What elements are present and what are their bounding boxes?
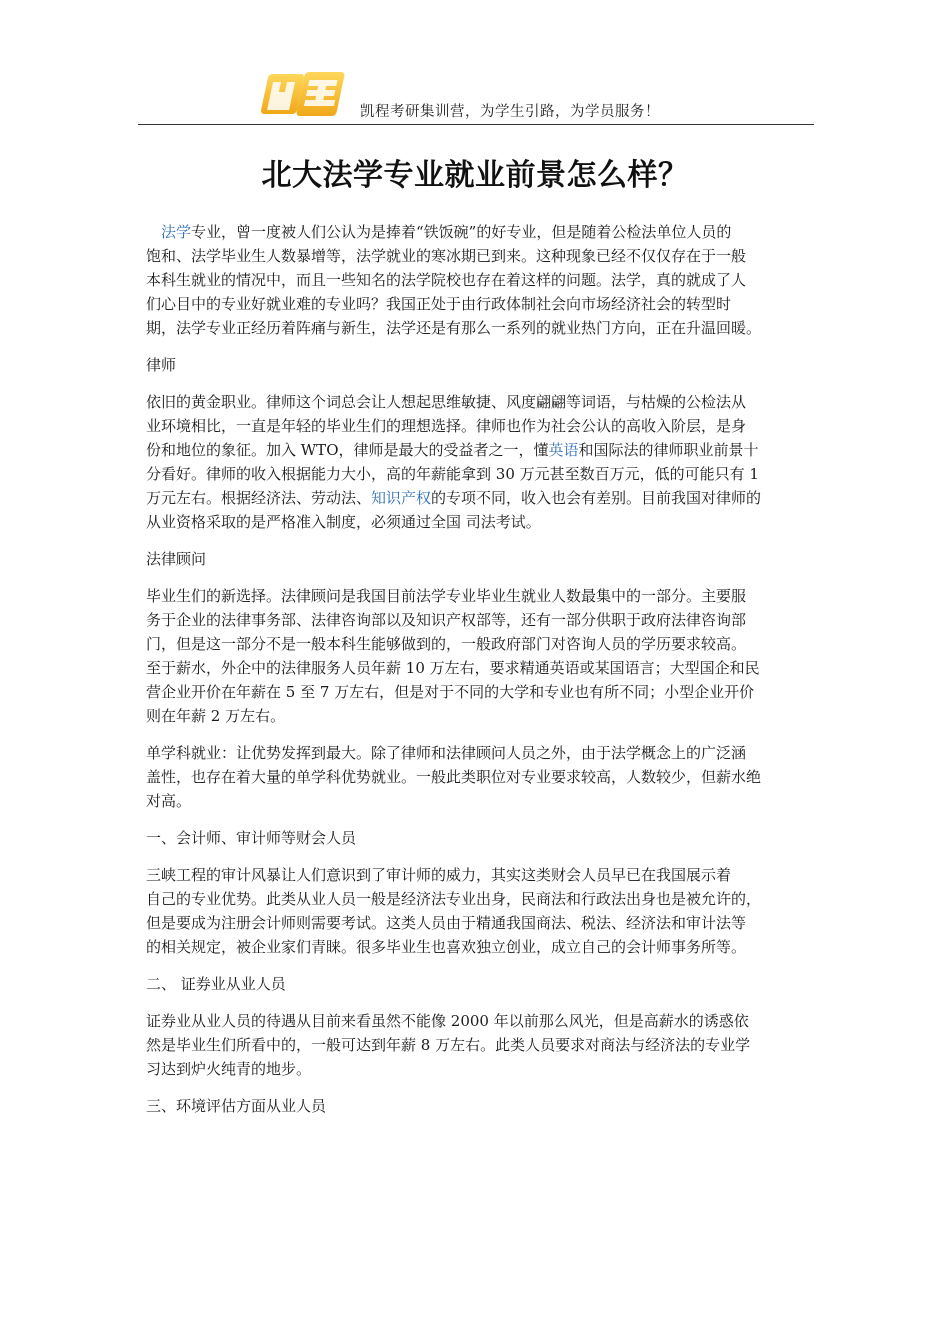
accountant-paragraph: 三峡工程的审计风暴让人们意识到了审计师的威力，其实这类财会人员早已在我国展示着 自己的专业优势。此类从业人员一般是经济法专业出身，民商法和行政法出身也是被允许的， 但是要成为注册会计师则需要考试。这类人员由于精通我国商法、税法、经济法和审计法等 的相关规定，被企业家们青睐。很多毕业生也喜欢独立创业，成立自己的会计师事务所等。 (146, 866, 762, 956)
accountant-heading: 一、会计师、审计师等财会人员 (146, 829, 357, 847)
article-body (146, 220, 806, 1118)
single-discipline-paragraph: 单学科就业：让优势发挥到最大。除了律师和法律顾问人员之外，由于法学概念上的广泛涵 盖性，也存在着大量的单学科优势就业。一般此类职位对专业要求较高，人数较少，但薪水绝 对高。 (146, 744, 762, 810)
law-link[interactable]: 法学 (161, 223, 192, 241)
lawyer-heading: 律师 (146, 356, 177, 374)
header-slogan: 凯程考研集训营，为学生引路，为学员服务！ (360, 104, 660, 120)
lawyer-paragraph: 依旧的黄金职业。律师这个词总会让人想起思维敏捷、风度翩翩等词语，与枯燥的公检法从 业环境相比，一直是年轻的毕业生们的理想选择。律师也作为社会公认的高收入阶层，是身 份和地位的象征。加入 WTO，律师是最大的受益者之一，懂英语和国际法的律师职业前景十 分看好。律师的收入根据能力大小，高的年薪能拿到 30 万元甚至数百万元，低的可能只有 1 万元左右。根据经济法、劳动法、知识产权的专项不同，收入也会有差别。目前我国对律师的 从业资格采取的是严格准入制度，必须通过全国 司法考试。 (146, 393, 762, 531)
intro-paragraph: 法学专业，曾一度被人们公认为是捧着“铁饭碗”的好专业，但是随着公检法单位人员的 饱和、法学毕业生人数暴增等，法学就业的寒冰期已到来。这种现象已经不仅仅存在于一般 本科生就业的情况中，而且一些知名的法学院校也存在着这样的问题。法学，真的就成了人 们心目中的专业好就业难的专业吗？我国正处于由行政体制社会向市场经济社会的转型时 期，法学专业正经历着阵痛与新生，法学还是有那么一系列的就业热门方向，正在升温回暖。 (146, 223, 762, 337)
page-title: 北大法学专业就业前景怎么样？ (261, 158, 689, 193)
environment-heading: 三、环境评估方面从业人员 (146, 1097, 327, 1115)
consultant-paragraph: 毕业生们的新选择。法律顾问是我国目前法学专业毕业生就业人数最集中的一部分。主要服 务于企业的法律事务部、法律咨询部以及知识产权部等，还有一部分供职于政府法律咨询部 门，但是这一部分不是一般本科生能够做到的，一般政府部门对咨询人员的学历要求较高。 至于薪水，外企中的法律服务人员年薪 10 万左右，要求精通英语或某国语言；大型国企和民 营企业开价在年薪在 5 至 7 万左右，但是对于不同的大学和专业也有所不同；小型企业开价 则在年薪 2 万左右。 (146, 587, 760, 725)
ip-link[interactable]: 知识产权 (371, 489, 432, 507)
securities-heading: 二、 证券业从业人员 (146, 975, 286, 993)
securities-paragraph: 证券业从业人员的待遇从目前来看虽然不能像 2000 年以前那么风光，但是高薪水的诱惑依 然是毕业生们所看中的，一般可达到年薪 8 万左右。此类人员要求对商法与经济法的专业学 习达到炉火纯青的地步。 (146, 1012, 751, 1078)
kaicheng-logo (256, 68, 348, 120)
consultant-heading: 法律顾问 (146, 550, 207, 568)
english-link[interactable]: 英语 (548, 441, 579, 459)
page-header (138, 66, 814, 125)
